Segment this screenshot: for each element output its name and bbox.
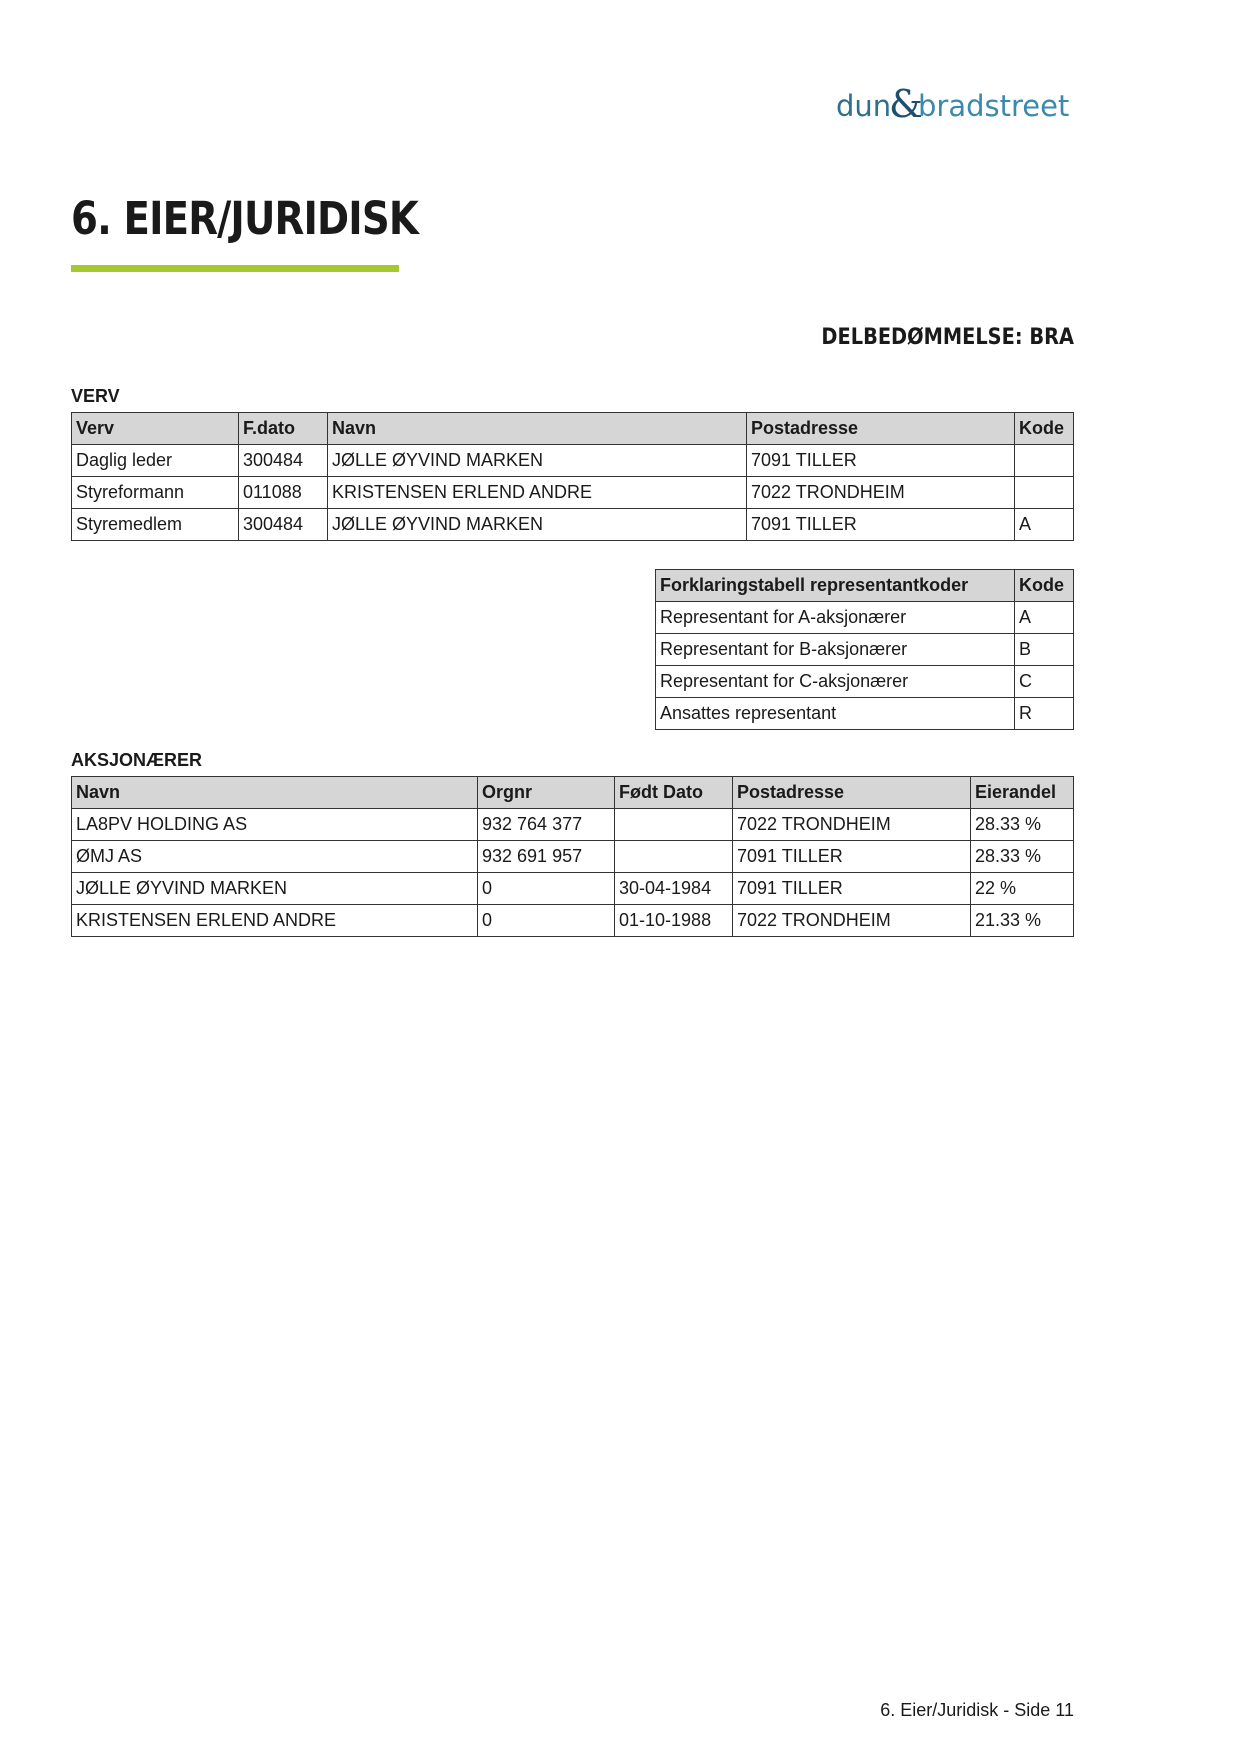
column-header: Eierandel xyxy=(971,777,1074,809)
shareholders-heading: AKSJONÆRER xyxy=(71,750,203,770)
table-row xyxy=(72,509,1074,541)
table-cell: JØLLE ØYVIND MARKEN xyxy=(328,509,747,541)
table-cell: 7022 TRONDHEIM xyxy=(733,905,971,937)
table-cell: A xyxy=(1015,602,1074,634)
table-row xyxy=(656,698,1074,730)
verv-heading: VERV xyxy=(71,386,120,406)
table-cell: Daglig leder xyxy=(72,445,239,477)
table-cell: 0 xyxy=(478,905,615,937)
table-row xyxy=(656,634,1074,666)
table-cell: 300484 xyxy=(239,445,328,477)
table-cell: JØLLE ØYVIND MARKEN xyxy=(328,445,747,477)
table-cell: Styremedlem xyxy=(72,509,239,541)
table-cell: 28.33 % xyxy=(971,809,1074,841)
table-cell: 30-04-1984 xyxy=(615,873,733,905)
table-row xyxy=(72,841,1074,873)
table-cell: B xyxy=(1015,634,1074,666)
verv-table xyxy=(71,412,1074,541)
table-row xyxy=(72,477,1074,509)
table-cell xyxy=(615,809,733,841)
table-cell: 7022 TRONDHEIM xyxy=(747,477,1015,509)
column-header: Kode xyxy=(1015,413,1074,445)
column-header: Postadresse xyxy=(747,413,1015,445)
table-cell: A xyxy=(1015,509,1074,541)
logo-text-right: bradstreet xyxy=(918,89,1070,123)
table-cell: LA8PV HOLDING AS xyxy=(72,809,478,841)
table-cell: Representant for C-aksjonærer xyxy=(656,666,1015,698)
table-row xyxy=(72,873,1074,905)
logo-text-left: dun xyxy=(836,89,892,123)
table-header-row xyxy=(656,570,1074,602)
table-cell: ØMJ AS xyxy=(72,841,478,873)
logo-ampersand: & xyxy=(889,82,923,126)
table-cell: 7091 TILLER xyxy=(747,509,1015,541)
table-cell: 932 764 377 xyxy=(478,809,615,841)
table-cell: 7091 TILLER xyxy=(733,873,971,905)
table-cell: 01-10-1988 xyxy=(615,905,733,937)
shareholders-table xyxy=(71,776,1074,937)
table-cell xyxy=(1015,477,1074,509)
table-cell: 7022 TRONDHEIM xyxy=(733,809,971,841)
column-header: Kode xyxy=(1015,570,1074,602)
table-row xyxy=(656,666,1074,698)
page-title: 6. EIER/JURIDISK xyxy=(71,192,418,245)
table-cell: C xyxy=(1015,666,1074,698)
table-cell: 0 xyxy=(478,873,615,905)
table-cell xyxy=(615,841,733,873)
dun-bradstreet-logo xyxy=(836,80,1076,130)
rating-label: DELBEDØMMELSE: BRA xyxy=(821,325,1074,350)
column-header: Postadresse xyxy=(733,777,971,809)
table-cell: Representant for B-aksjonærer xyxy=(656,634,1015,666)
table-cell: 21.33 % xyxy=(971,905,1074,937)
table-cell: 28.33 % xyxy=(971,841,1074,873)
table-cell xyxy=(1015,445,1074,477)
table-cell: 932 691 957 xyxy=(478,841,615,873)
table-cell: 7091 TILLER xyxy=(733,841,971,873)
title-underline xyxy=(71,265,399,272)
table-cell: KRISTENSEN ERLEND ANDRE xyxy=(328,477,747,509)
page-footer: 6. Eier/Juridisk - Side 11 xyxy=(880,1700,1074,1720)
table-header-row xyxy=(72,413,1074,445)
table-cell: JØLLE ØYVIND MARKEN xyxy=(72,873,478,905)
table-cell: Representant for A-aksjonærer xyxy=(656,602,1015,634)
table-cell: R xyxy=(1015,698,1074,730)
column-header: Orgnr xyxy=(478,777,615,809)
code-explanation-table xyxy=(655,569,1074,730)
table-cell: KRISTENSEN ERLEND ANDRE xyxy=(72,905,478,937)
table-cell: 22 % xyxy=(971,873,1074,905)
table-row xyxy=(72,905,1074,937)
table-cell: Styreformann xyxy=(72,477,239,509)
table-row xyxy=(72,445,1074,477)
column-header: Forklaringstabell representantkoder xyxy=(656,570,1015,602)
table-cell: 300484 xyxy=(239,509,328,541)
column-header: Navn xyxy=(72,777,478,809)
column-header: Født Dato xyxy=(615,777,733,809)
column-header: Verv xyxy=(72,413,239,445)
column-header: Navn xyxy=(328,413,747,445)
table-cell: 7091 TILLER xyxy=(747,445,1015,477)
table-row xyxy=(656,602,1074,634)
table-row xyxy=(72,809,1074,841)
column-header: F.dato xyxy=(239,413,328,445)
table-cell: Ansattes representant xyxy=(656,698,1015,730)
table-header-row xyxy=(72,777,1074,809)
table-cell: 011088 xyxy=(239,477,328,509)
